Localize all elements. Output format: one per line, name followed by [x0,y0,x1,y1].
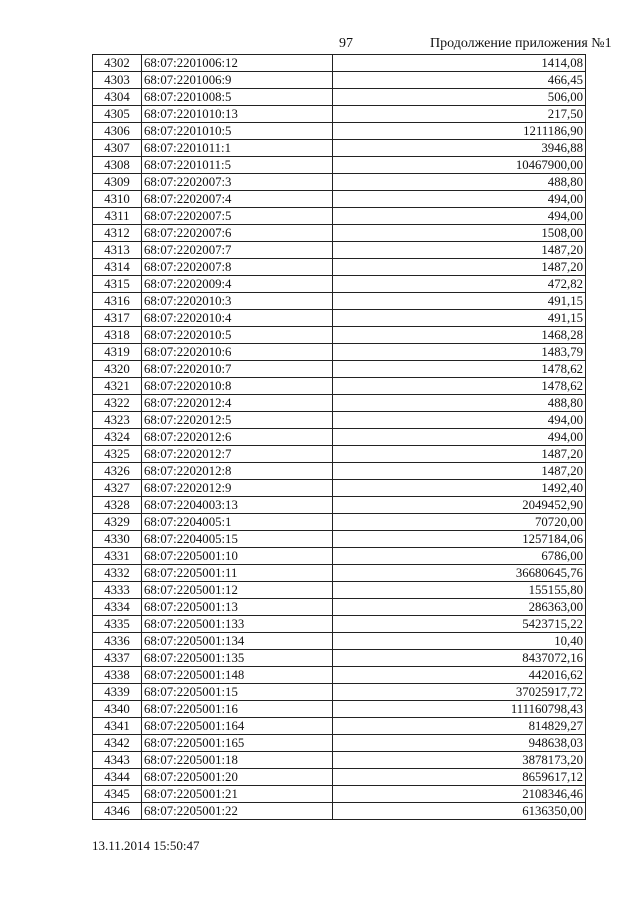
amount-value: 494,00 [333,412,586,429]
cadastral-number: 68:07:2204005:15 [142,531,333,548]
row-number: 4345 [93,786,142,803]
table-row [93,769,586,786]
amount-value: 506,00 [333,89,586,106]
cadastral-number: 68:07:2205001:148 [142,667,333,684]
cadastral-number: 68:07:2205001:20 [142,769,333,786]
table-row [93,191,586,208]
cadastral-number: 68:07:2202010:6 [142,344,333,361]
row-number: 4327 [93,480,142,497]
table-row [93,208,586,225]
page-number: 97 [339,36,353,51]
table-row [93,582,586,599]
amount-value: 494,00 [333,191,586,208]
cadastral-number: 68:07:2202012:4 [142,395,333,412]
amount-value: 2049452,90 [333,497,586,514]
cadastral-number: 68:07:2202009:4 [142,276,333,293]
row-number: 4335 [93,616,142,633]
amount-value: 37025917,72 [333,684,586,701]
cadastral-number: 68:07:2205001:164 [142,718,333,735]
amount-value: 36680645,76 [333,565,586,582]
amount-value: 472,82 [333,276,586,293]
table-row [93,225,586,242]
row-number: 4312 [93,225,142,242]
table-row [93,429,586,446]
amount-value: 1492,40 [333,480,586,497]
amount-value: 1211186,90 [333,123,586,140]
table-row [93,497,586,514]
row-number: 4325 [93,446,142,463]
table-row [93,616,586,633]
table-row [93,735,586,752]
amount-value: 1487,20 [333,259,586,276]
cadastral-number: 68:07:2202012:5 [142,412,333,429]
amount-value: 1487,20 [333,446,586,463]
table-row [93,565,586,582]
row-number: 4333 [93,582,142,599]
cadastral-number: 68:07:2201011:5 [142,157,333,174]
amount-value: 814829,27 [333,718,586,735]
cadastral-number: 68:07:2205001:21 [142,786,333,803]
cadastral-number: 68:07:2202012:7 [142,446,333,463]
table-row [93,650,586,667]
cadastral-number: 68:07:2202012:8 [142,463,333,480]
table-row [93,55,586,72]
table-row [93,327,586,344]
row-number: 4342 [93,735,142,752]
table-row [93,701,586,718]
row-number: 4326 [93,463,142,480]
row-number: 4338 [93,667,142,684]
cadastral-number: 68:07:2201011:1 [142,140,333,157]
amount-value: 217,50 [333,106,586,123]
row-number: 4322 [93,395,142,412]
cadastral-number: 68:07:2202010:7 [142,361,333,378]
amount-value: 466,45 [333,72,586,89]
continuation-title: Продолжение приложения №1 [430,36,612,51]
table-row [93,684,586,701]
row-number: 4331 [93,548,142,565]
table-row [93,378,586,395]
row-number: 4339 [93,684,142,701]
cadastral-table [92,54,586,820]
cadastral-number: 68:07:2205001:135 [142,650,333,667]
amount-value: 494,00 [333,429,586,446]
amount-value: 1414,08 [333,55,586,72]
row-number: 4334 [93,599,142,616]
table-row [93,786,586,803]
table-row [93,174,586,191]
cadastral-number: 68:07:2205001:18 [142,752,333,769]
table-row [93,89,586,106]
amount-value: 1487,20 [333,242,586,259]
cadastral-number: 68:07:2205001:22 [142,803,333,820]
row-number: 4320 [93,361,142,378]
table-row [93,140,586,157]
table-row [93,633,586,650]
table-row [93,157,586,174]
table-row [93,531,586,548]
row-number: 4311 [93,208,142,225]
cadastral-number: 68:07:2205001:11 [142,565,333,582]
row-number: 4307 [93,140,142,157]
cadastral-number: 68:07:2202007:7 [142,242,333,259]
amount-value: 491,15 [333,293,586,310]
table-row [93,599,586,616]
cadastral-number: 68:07:2201010:13 [142,106,333,123]
row-number: 4328 [93,497,142,514]
amount-value: 2108346,46 [333,786,586,803]
table-row [93,344,586,361]
row-number: 4314 [93,259,142,276]
row-number: 4315 [93,276,142,293]
amount-value: 6136350,00 [333,803,586,820]
amount-value: 494,00 [333,208,586,225]
amount-value: 1257184,06 [333,531,586,548]
table-row [93,548,586,565]
table-row [93,412,586,429]
amount-value: 442016,62 [333,667,586,684]
table-row [93,752,586,769]
amount-value: 70720,00 [333,514,586,531]
row-number: 4329 [93,514,142,531]
row-number: 4313 [93,242,142,259]
amount-value: 6786,00 [333,548,586,565]
row-number: 4305 [93,106,142,123]
cadastral-number: 68:07:2202007:8 [142,259,333,276]
amount-value: 1478,62 [333,361,586,378]
cadastral-number: 68:07:2205001:12 [142,582,333,599]
cadastral-number: 68:07:2202007:5 [142,208,333,225]
cadastral-number: 68:07:2202010:5 [142,327,333,344]
amount-value: 3946,88 [333,140,586,157]
row-number: 4317 [93,310,142,327]
row-number: 4324 [93,429,142,446]
amount-value: 155155,80 [333,582,586,599]
cadastral-number: 68:07:2202010:4 [142,310,333,327]
amount-value: 3878173,20 [333,752,586,769]
row-number: 4321 [93,378,142,395]
amount-value: 1508,00 [333,225,586,242]
table-row [93,310,586,327]
row-number: 4332 [93,565,142,582]
amount-value: 1478,62 [333,378,586,395]
row-number: 4337 [93,650,142,667]
table-row [93,803,586,820]
cadastral-number: 68:07:2205001:133 [142,616,333,633]
row-number: 4336 [93,633,142,650]
cadastral-number: 68:07:2202010:3 [142,293,333,310]
row-number: 4318 [93,327,142,344]
amount-value: 111160798,43 [333,701,586,718]
amount-value: 5423715,22 [333,616,586,633]
cadastral-number: 68:07:2205001:15 [142,684,333,701]
amount-value: 1468,28 [333,327,586,344]
amount-value: 1483,79 [333,344,586,361]
cadastral-number: 68:07:2205001:134 [142,633,333,650]
amount-value: 10,40 [333,633,586,650]
cadastral-number: 68:07:2201010:5 [142,123,333,140]
row-number: 4319 [93,344,142,361]
amount-value: 8437072,16 [333,650,586,667]
table-row [93,446,586,463]
amount-value: 948638,03 [333,735,586,752]
row-number: 4306 [93,123,142,140]
cadastral-number: 68:07:2201008:5 [142,89,333,106]
amount-value: 491,15 [333,310,586,327]
amount-value: 8659617,12 [333,769,586,786]
amount-value: 286363,00 [333,599,586,616]
table-row [93,293,586,310]
table-row [93,718,586,735]
table-row [93,72,586,89]
cadastral-number: 68:07:2202007:3 [142,174,333,191]
print-timestamp: 13.11.2014 15:50:47 [92,838,200,853]
row-number: 4323 [93,412,142,429]
cadastral-number: 68:07:2204005:1 [142,514,333,531]
row-number: 4343 [93,752,142,769]
row-number: 4344 [93,769,142,786]
row-number: 4316 [93,293,142,310]
table-row [93,667,586,684]
table-row [93,480,586,497]
cadastral-number: 68:07:2202010:8 [142,378,333,395]
table-row [93,276,586,293]
row-number: 4303 [93,72,142,89]
table-row [93,514,586,531]
amount-value: 10467900,00 [333,157,586,174]
cadastral-number: 68:07:2205001:13 [142,599,333,616]
amount-value: 1487,20 [333,463,586,480]
cadastral-number: 68:07:2202007:6 [142,225,333,242]
row-number: 4310 [93,191,142,208]
table-row [93,123,586,140]
row-number: 4302 [93,55,142,72]
row-number: 4340 [93,701,142,718]
amount-value: 488,80 [333,395,586,412]
cadastral-number: 68:07:2205001:10 [142,548,333,565]
table-row [93,259,586,276]
cadastral-number: 68:07:2202012:9 [142,480,333,497]
amount-value: 488,80 [333,174,586,191]
cadastral-number: 68:07:2202012:6 [142,429,333,446]
table-row [93,395,586,412]
cadastral-number: 68:07:2205001:165 [142,735,333,752]
row-number: 4330 [93,531,142,548]
table-row [93,463,586,480]
table-row [93,242,586,259]
cadastral-number: 68:07:2201006:12 [142,55,333,72]
cadastral-number: 68:07:2204003:13 [142,497,333,514]
table-row [93,361,586,378]
cadastral-number: 68:07:2205001:16 [142,701,333,718]
row-number: 4308 [93,157,142,174]
row-number: 4304 [93,89,142,106]
row-number: 4309 [93,174,142,191]
table-row [93,106,586,123]
cadastral-number: 68:07:2202007:4 [142,191,333,208]
row-number: 4341 [93,718,142,735]
table-body [93,55,586,820]
row-number: 4346 [93,803,142,820]
cadastral-number: 68:07:2201006:9 [142,72,333,89]
